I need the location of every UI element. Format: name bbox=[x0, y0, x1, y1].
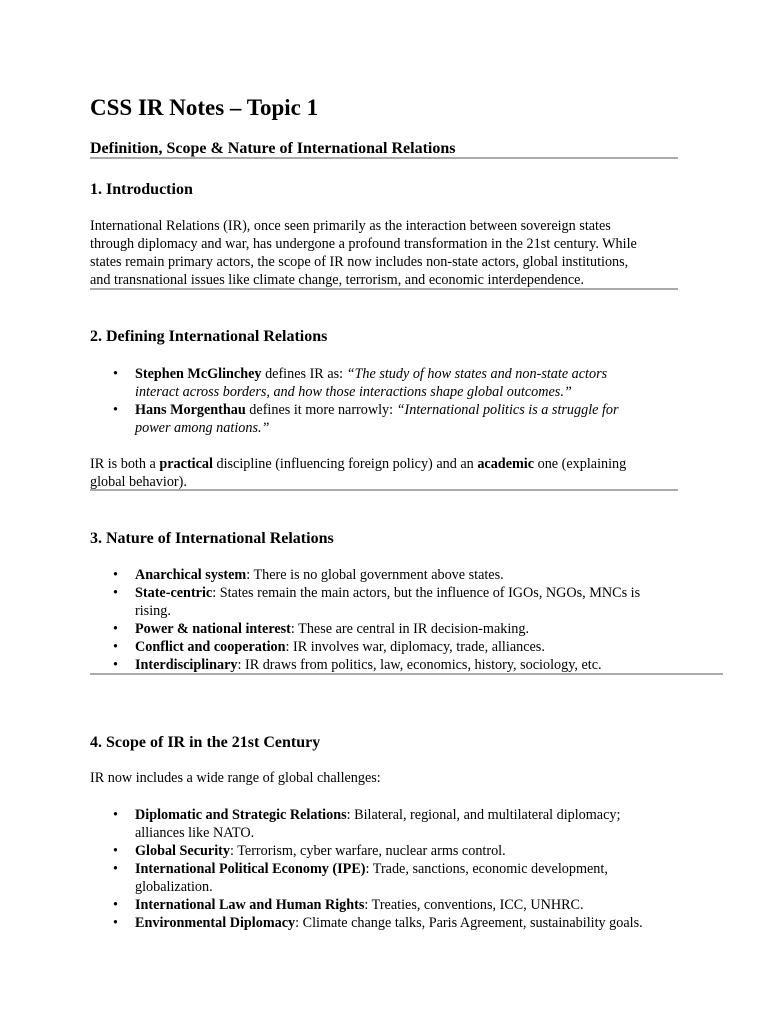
definition-quote: “The study of how states and non-state actors bbox=[346, 366, 608, 382]
bullet: • bbox=[113, 567, 118, 583]
paragraph-line: and transnational issues like climate change, terrorism, and economic interdependence. bbox=[90, 272, 585, 288]
list-item: • Conflict and cooperation: IR involves war, diplomacy, trade, alliances. bbox=[113, 639, 545, 655]
list-item: • Anarchical system: There is no global government above states. bbox=[113, 567, 504, 583]
ir-summary-paragraph: IR is both a practical discipline (influencing foreign policy) and an academic one (explaining global behavior). bbox=[90, 456, 627, 490]
introduction-paragraph bbox=[90, 217, 680, 289]
list-item: • Diplomatic and Strategic Relations: Bilateral, regional, and multilateral diplomacy; alliances like NATO. bbox=[113, 807, 621, 841]
section-heading-scope-ir: 4. Scope of IR in the 21st Century bbox=[90, 734, 321, 751]
section-rule bbox=[90, 288, 678, 290]
definition-quote: “International politics is a struggle for bbox=[396, 402, 619, 418]
section-rule bbox=[90, 673, 723, 675]
bullet: • bbox=[113, 621, 118, 637]
list-item: • Global Security: Terrorism, cyber warfare, nuclear arms control. bbox=[113, 843, 506, 859]
author-name: Hans Morgenthau bbox=[135, 402, 246, 418]
page-title: CSS IR Notes – Topic 1 bbox=[90, 95, 319, 120]
paragraph-line: states remain primary actors, the scope of IR now includes non-state actors, global institutions, bbox=[90, 254, 629, 270]
scope-list bbox=[90, 806, 643, 932]
list-item: • Hans Morgenthau defines it more narrowly: “International politics is a struggle for power among nations.” bbox=[113, 402, 619, 436]
section-heading-defining-ir: 2. Defining International Relations bbox=[90, 328, 328, 345]
section-heading-introduction: 1. Introduction bbox=[90, 181, 193, 198]
section-heading-nature-ir: 3. Nature of International Relations bbox=[90, 530, 334, 547]
bullet: • bbox=[113, 843, 118, 859]
list-item: • International Political Economy (IPE): Trade, sanctions, economic development, globalization. bbox=[113, 861, 608, 895]
definitions-list bbox=[90, 365, 619, 437]
list-item: • State-centric: States remain the main actors, but the influence of IGOs, NGOs, MNCs is rising. bbox=[113, 585, 641, 619]
nature-list bbox=[90, 566, 640, 674]
bullet: • bbox=[113, 585, 118, 601]
bullet: • bbox=[113, 807, 118, 823]
bullet: • bbox=[113, 639, 118, 655]
subtitle-rule bbox=[90, 157, 678, 159]
bullet: • bbox=[113, 366, 118, 382]
paragraph-line: through diplomacy and war, has undergone a profound transformation in the 21st century. While bbox=[90, 236, 637, 252]
list-item: • Environmental Diplomacy: Climate change talks, Paris Agreement, sustainability goals. bbox=[113, 915, 643, 931]
bullet: • bbox=[113, 915, 118, 931]
scope-intro: IR now includes a wide range of global challenges: bbox=[90, 770, 381, 786]
definition-quote: interact across borders, and how those interactions shape global outcomes.” bbox=[135, 384, 572, 400]
definition-quote: power among nations.” bbox=[135, 420, 270, 436]
list-item: • Stephen McGlinchey defines IR as: “The study of how states and non-state actors interact across borders, and how those interactions shape global outcomes.” bbox=[113, 366, 608, 400]
paragraph-line: International Relations (IR), once seen primarily as the interaction between sovereign states bbox=[90, 218, 611, 234]
list-item: • Power & national interest: These are central in IR decision-making. bbox=[113, 621, 530, 637]
list-item: • Interdisciplinary: IR draws from politics, law, economics, history, sociology, etc. bbox=[113, 657, 602, 673]
bullet: • bbox=[113, 897, 118, 913]
section-rule bbox=[90, 489, 678, 491]
list-item: • International Law and Human Rights: Treaties, conventions, ICC, UNHRC. bbox=[113, 897, 584, 913]
page-subtitle: Definition, Scope & Nature of International Relations bbox=[90, 140, 456, 157]
bullet: • bbox=[113, 657, 118, 673]
author-name: Stephen McGlinchey bbox=[135, 366, 262, 382]
bullet: • bbox=[113, 402, 118, 418]
bullet: • bbox=[113, 861, 118, 877]
